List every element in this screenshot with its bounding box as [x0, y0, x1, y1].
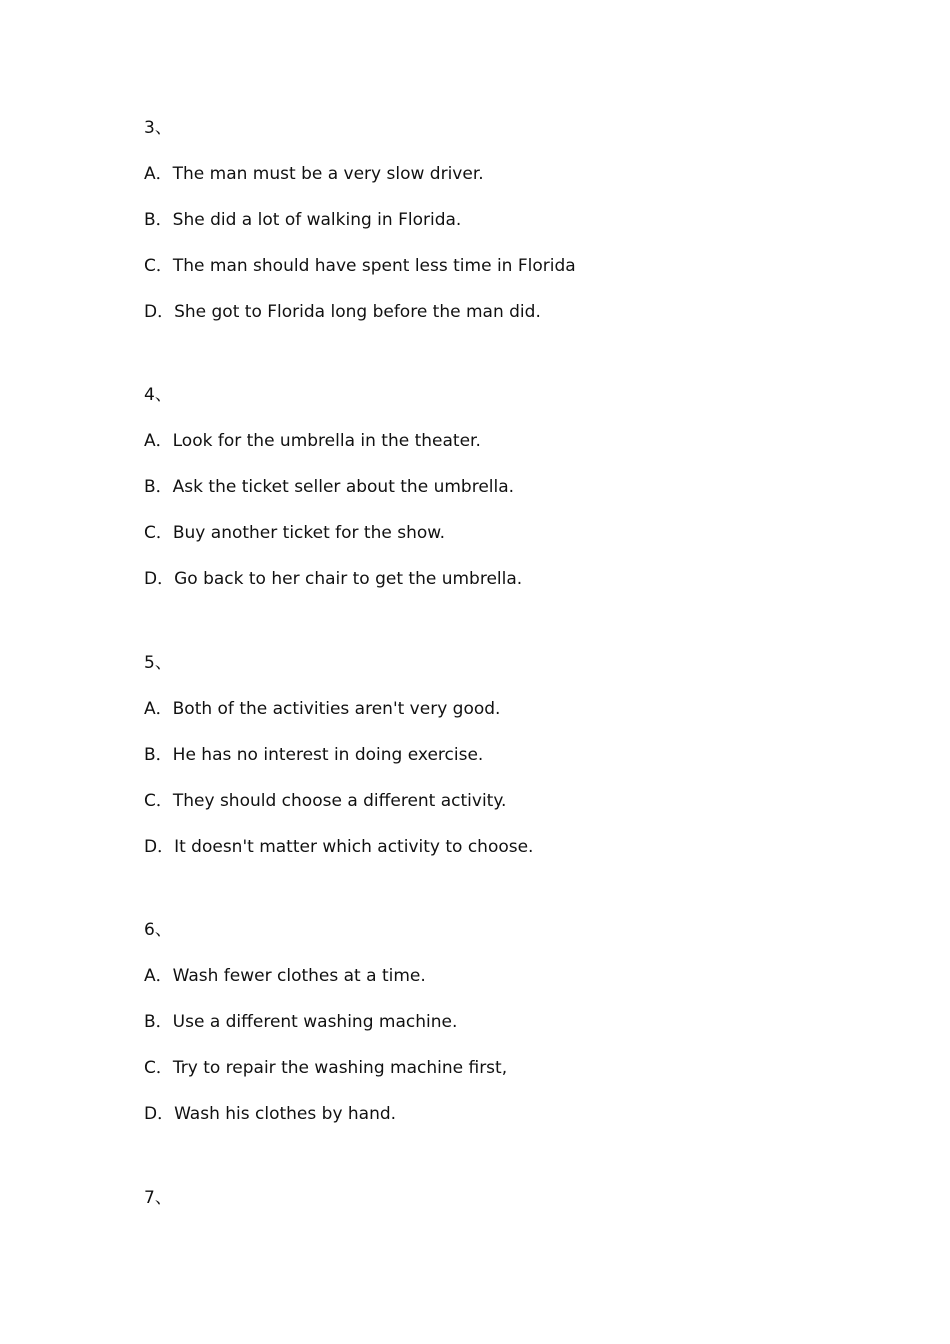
question-3-option-b: B．She did a lot of walking in Florida. — [144, 210, 462, 230]
question-4-number: 4、 — [144, 385, 172, 405]
question-6-option-c: C．Try to repair the washing machine first, — [144, 1058, 508, 1078]
question-5-option-b: B．He has no interest in doing exercise. — [144, 745, 484, 765]
question-3-number: 3、 — [144, 118, 172, 138]
question-5-option-d: D．It doesn't matter which activity to choose. — [144, 837, 534, 857]
question-4-option-a: A．Look for the umbrella in the theater. — [144, 431, 481, 451]
question-7-number: 7、 — [144, 1188, 172, 1208]
question-3-option-d: D．She got to Florida long before the man did. — [144, 302, 541, 322]
question-6-number: 6、 — [144, 920, 172, 940]
question-4-option-c: C．Buy another ticket for the show. — [144, 523, 446, 543]
question-5-option-c: C．They should choose a different activity. — [144, 791, 507, 811]
question-3-option-c: C．The man should have spent less time in Florida — [144, 256, 576, 276]
question-5-option-a: A．Both of the activities aren't very good. — [144, 699, 501, 719]
question-5-number: 5、 — [144, 653, 172, 673]
question-3-option-a: A．The man must be a very slow driver. — [144, 164, 484, 184]
question-6-option-b: B．Use a different washing machine. — [144, 1012, 458, 1032]
question-4-option-d: D．Go back to her chair to get the umbrella. — [144, 569, 523, 589]
question-6-option-d: D．Wash his clothes by hand. — [144, 1104, 397, 1124]
question-4-option-b: B．Ask the ticket seller about the umbrella. — [144, 477, 515, 497]
question-6-option-a: A．Wash fewer clothes at a time. — [144, 966, 426, 986]
